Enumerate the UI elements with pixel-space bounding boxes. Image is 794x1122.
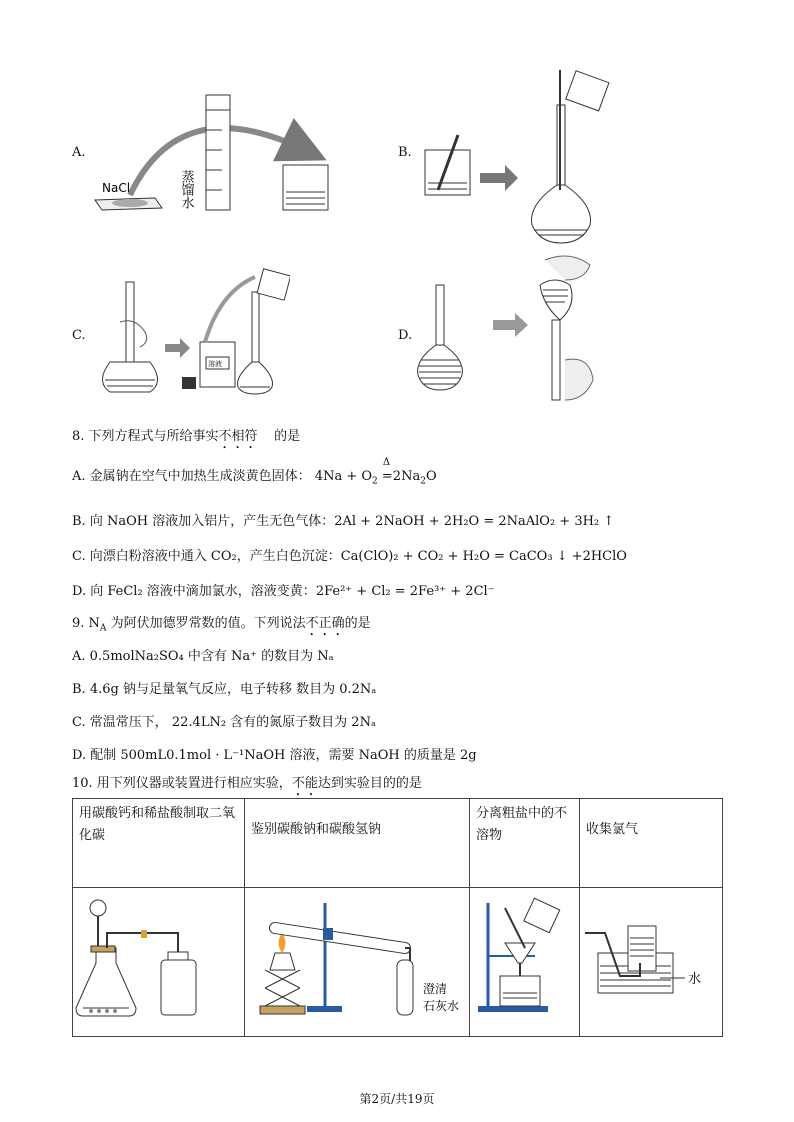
graduated-cylinder xyxy=(206,95,230,210)
volumetric-flask xyxy=(238,362,273,394)
page-footer: 第2页/共19页 xyxy=(359,1092,435,1106)
q8-option-d: D. 向 FeCl₂ 溶液中滴加氯水，溶液变黄：2Fe²⁺ + Cl₂ = 2Fe³⁺ + 2Cl⁻ xyxy=(72,584,495,599)
nacl-label: NaCl xyxy=(102,181,131,195)
beaker xyxy=(425,150,470,195)
conical-flask xyxy=(76,948,136,1016)
limewater-label-1: 澄清 xyxy=(423,982,448,996)
option-c-label: C. xyxy=(72,328,86,343)
q10-header-a: 用碳酸钙和稀盐酸制取二氧化碳 xyxy=(73,799,245,888)
q9-option-a: A. 0.5molNa₂SO₄ 中含有 Na⁺ 的数目为 Nₐ xyxy=(72,649,334,664)
q9-option-b: B. 4.6g 钠与足量氧气反应，电子转移 数目为 0.2Nₐ xyxy=(72,682,377,697)
clamp xyxy=(323,928,333,940)
arrow-right xyxy=(493,313,528,337)
arrow-right xyxy=(480,165,518,191)
option-d-label: D. xyxy=(398,328,413,343)
water-label: 水 xyxy=(688,972,702,987)
lab-jack xyxy=(265,970,300,1006)
q10-figure-a-cell xyxy=(73,888,245,1037)
q9-option-d: D. 配制 500mL0.1mol · L⁻¹NaOH 溶液，需要 NaOH 的质量是 2g xyxy=(72,748,477,763)
q10-table xyxy=(72,798,723,1037)
flame xyxy=(279,933,286,953)
figure-7c xyxy=(90,262,290,402)
flask xyxy=(103,362,158,392)
q10-stem: 10. 用下列仪器或装置进行相应实验，不能达到实验目的的是 xyxy=(72,776,422,791)
beaker xyxy=(283,165,328,210)
figure-7d xyxy=(415,250,615,415)
pouring-beaker xyxy=(566,71,609,111)
volumetric-flask-neck xyxy=(436,285,444,345)
water-label: 蒸馏水 xyxy=(178,170,194,209)
q8-option-c: C. 向漂白粉溶液中通入 CO₂，产生白色沉淀：Ca(ClO)₂ + CO₂ + H₂O = CaCO₃ ↓ +2HClO xyxy=(72,549,627,564)
gas-collection-figure xyxy=(580,888,722,1032)
tube-clamp xyxy=(141,930,147,938)
inverted-flask-neck xyxy=(552,320,560,400)
pouring-beaker xyxy=(524,898,560,932)
option-a-label: A. xyxy=(72,145,86,160)
option-b-label: B. xyxy=(398,145,412,160)
q10-header-c: 分离粗盐中的不溶物 xyxy=(470,799,580,888)
bottle-label: 溶液 xyxy=(208,360,222,368)
q10-figure-c-cell xyxy=(470,888,580,1037)
q10-figure-b-cell xyxy=(245,888,470,1037)
q8-option-a: A. 金属钠在空气中加热生成淡黄色固体： $4Na + O_2$ Δ $=2Na_2O$ xyxy=(72,457,437,487)
limewater-label-2: 石灰水 xyxy=(423,999,460,1013)
q9-stem: 9. $N_A$ 为阿伏加德罗常数的值。下列说法不正确的是 xyxy=(72,616,371,634)
co2-generator-figure xyxy=(73,888,243,1032)
q10-header-d: 收集氯气 xyxy=(580,799,723,888)
q9-option-c: C. 常温常压下， 22.4LN₂ 含有的氮原子数目为 2Nₐ xyxy=(72,715,376,730)
q10-figure-d-cell xyxy=(580,888,723,1037)
arrow-right xyxy=(165,338,190,358)
pouring-beaker xyxy=(257,269,290,300)
volumetric-flask xyxy=(532,185,591,243)
filtration-figure xyxy=(470,888,578,1032)
q10-header-b: 鉴别碳酸钠和碳酸氢钠 xyxy=(245,799,470,888)
stopper xyxy=(182,377,196,389)
nacl-pile xyxy=(112,199,148,207)
q8-option-b: B. 向 NaOH 溶液加入铝片，产生无色气体：2Al + 2NaOH + 2H₂O = 2NaAlO₂ + 3H₂ ↑ xyxy=(72,514,615,529)
inverted-gas-bottle xyxy=(628,926,656,971)
receiving-test-tube xyxy=(397,960,413,1015)
inverted-flask xyxy=(540,280,572,320)
funnel xyxy=(505,943,535,963)
stand-base xyxy=(307,1006,342,1012)
figure-7a xyxy=(90,80,350,220)
stopper xyxy=(91,946,115,952)
glass-rod xyxy=(505,908,525,948)
gas-collecting-bottle xyxy=(161,960,196,1015)
q8-stem: 8. 下列方程式与所给事实不相符 的是 xyxy=(72,429,301,444)
volumetric-flask-neck xyxy=(252,292,259,372)
stand-base xyxy=(478,1006,548,1012)
hand-top xyxy=(545,256,590,280)
alcohol-lamp xyxy=(270,953,295,970)
lab-jack-base xyxy=(260,1006,305,1014)
heating-figure xyxy=(245,888,469,1032)
hand-bottom xyxy=(565,359,593,400)
figure-7b xyxy=(420,65,620,245)
volumetric-flask xyxy=(418,345,463,390)
receiving-beaker xyxy=(500,976,540,1006)
arrow-curve xyxy=(205,277,255,342)
